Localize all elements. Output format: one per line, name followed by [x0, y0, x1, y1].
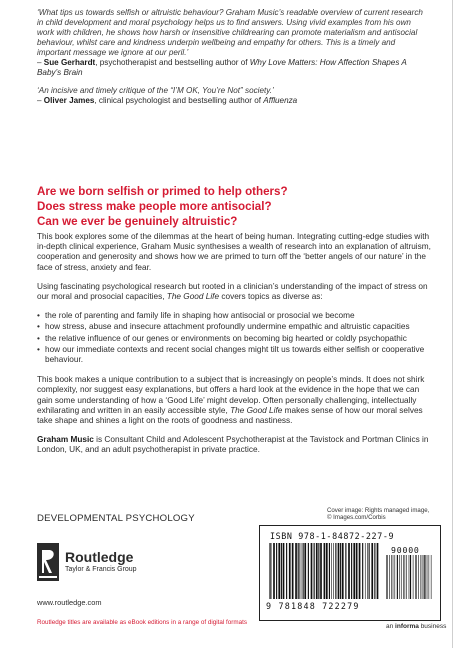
publisher-logo	[37, 543, 177, 585]
author-name: Graham Music	[37, 435, 94, 445]
book-title-inline: The Good Life	[166, 292, 220, 302]
blurb-paragraph-3: This book makes a unique contribution to a subject that is increasingly on people’s minds. It does not shirk complexity, nor suggest easy explanations, but offers a hard look at the evidence in the hope that we can gain some understanding of how a ‘Good Life’ might develop. Often personally challenging, intellectually exhilarating and written in an easily accessible style, The Good Life makes sense of how our moral selves take shape and shines a light on the roots of goodness and nastiness.	[37, 375, 425, 426]
publisher-url[interactable]: www.routledge.com	[37, 598, 102, 607]
headline-line-3: Can we ever be genuinely altruistic?	[37, 215, 238, 229]
reviewer-book-2: Affluenza	[263, 95, 298, 105]
topic-item: • how stress, abuse and insecure attachment profoundly undermine empathic and altruistic capacities	[37, 322, 432, 332]
ean-number: 9 781848 722279	[266, 601, 360, 611]
blurb-paragraph-2: Using fascinating psychological research but rooted in a clinician’s understanding of the impact of stress on our moral and prosocial capacities, The Good Life covers topics as diverse as:	[37, 281, 428, 302]
publisher-group: Taylor & Francis Group	[65, 566, 137, 573]
reviewer-name-2: Oliver James	[43, 95, 95, 105]
addon-barcode-bars	[385, 555, 433, 599]
isbn-barcode	[259, 525, 441, 621]
topics-list	[37, 311, 432, 365]
routledge-r-logo-icon	[37, 543, 59, 581]
isbn-number: ISBN 978-1-84872-227-9	[270, 531, 395, 541]
review-attribution-2: – Oliver James, clinical psychologist and bestselling author of Affluenza	[37, 95, 298, 105]
subject-category: DEVELOPMENTAL PSYCHOLOGY	[37, 513, 195, 524]
reviewer-name-1: Sue Gerhardt	[43, 57, 96, 67]
author-bio: Graham Music is Consultant Child and Adolescent Psychotherapist at the Tavistock and Portman Clinics in London, UK, and an adult psychotherapist in private practice.	[37, 435, 429, 455]
review-quotes	[37, 8, 427, 114]
blurb-body	[37, 232, 432, 465]
headline-questions	[37, 184, 437, 230]
addon-number: 90000	[391, 545, 420, 555]
ebook-note: Routledge titles are available as eBook editions in a range of digital formats	[37, 619, 248, 626]
review-quote-2: ‘An incisive and timely critique of the “I’M OK, You’re Not” society.’	[37, 85, 274, 95]
ean-barcode-bars	[268, 543, 380, 599]
reviewer-book-1: Why Love Matters: How Affection Shapes A Baby’s Brain	[37, 57, 407, 77]
book-title-inline: The Good Life	[230, 405, 283, 415]
blurb-paragraph-1: This book explores some of the dilemmas at the heart of being human. Integrating cutting-edge studies with in-depth clinical experience, Graham Music synthesises a wealth of research into an explanation of altruism, cooperation and generosity and shows how we are primed to turn off the ‘better angels of our nature’ in the face of stress, anxiety and fear.	[37, 232, 431, 272]
topic-item: • the relative influence of our genes or environments on becoming big hearted or coldly psychopathic	[37, 334, 432, 344]
publisher-name: Routledge	[65, 549, 134, 565]
page-edge-rule	[452, 0, 453, 648]
informa-tagline: an informa business	[386, 623, 447, 630]
topic-item: • the role of parenting and family life in shaping how antisocial or prosocial we become	[37, 311, 432, 321]
headline-line-1: Are we born selfish or primed to help others?	[37, 185, 288, 198]
headline-line-2: Does stress make people more antisocial?	[37, 200, 272, 214]
topic-item: • how our immediate contexts and recent social changes might tilt us towards either selfish or cooperative behaviour.	[37, 345, 432, 365]
review-quote-1: ‘What tips us towards selfish or altruistic behaviour? Graham Music’s readable overview of current research in child development and moral psychology helps us to find answers. Using vivid examples from his own work with children, he shows how harsh or insensitive childrearing can promote materialism and antisocial behaviour, whilst care and kindness underpin wellbeing and empathy for others. This is a timely and important message we ignore at our peril.’	[37, 8, 423, 57]
review-attribution-1: – Sue Gerhardt, psychotherapist and bestselling author of Why Love Matters: How Affection Shapes A Baby’s Brain	[37, 57, 407, 77]
informa-brand: informa	[395, 623, 419, 630]
cover-image-credit: Cover image: Rights managed image, © Images.com/Corbis	[327, 507, 430, 522]
